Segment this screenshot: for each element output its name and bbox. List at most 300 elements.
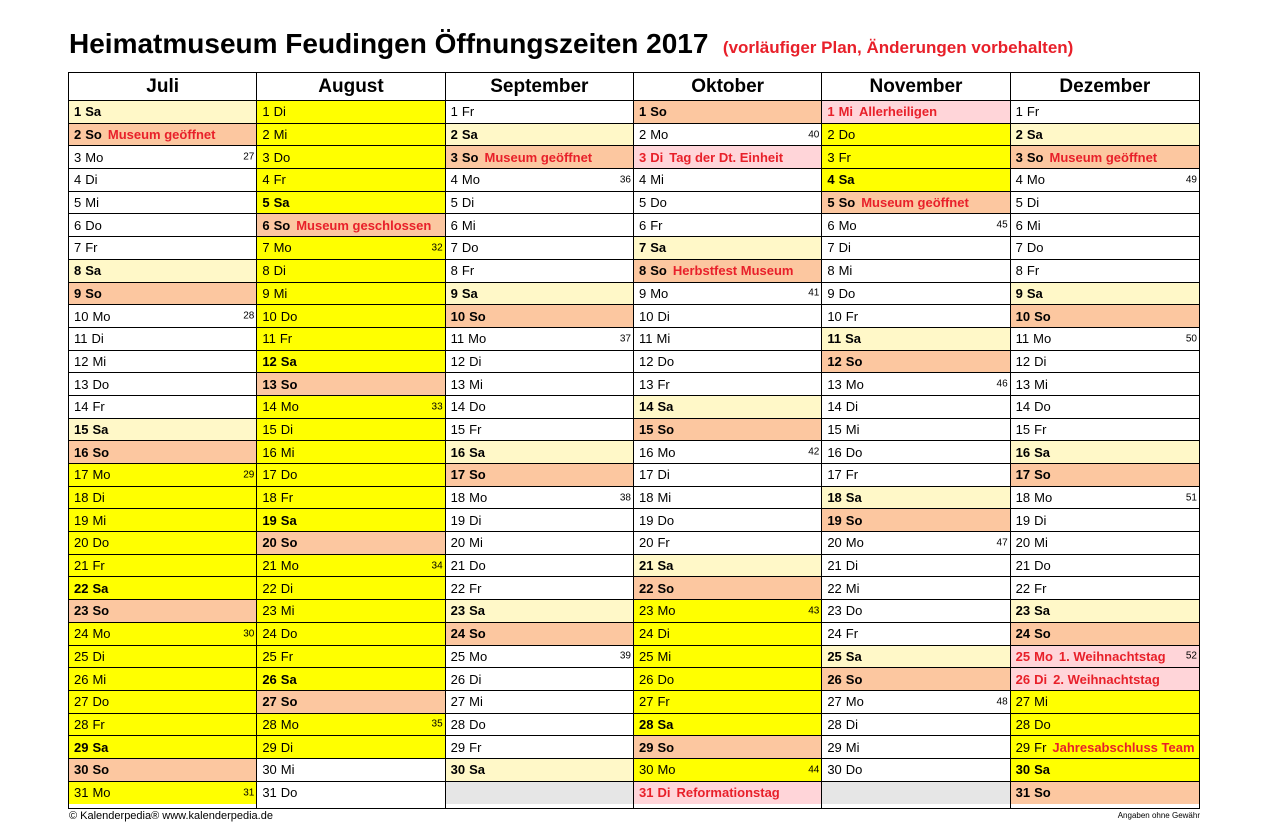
day-cell [69, 577, 256, 600]
day-number: 10 [262, 308, 277, 324]
weekday: Sa [845, 490, 862, 506]
day-number: 22 [638, 580, 654, 596]
day-cell [634, 782, 821, 805]
event-label: Herbstfest Museum [672, 263, 794, 279]
weekday: Mo [838, 217, 857, 233]
day-cell [257, 555, 444, 578]
day-cell [69, 214, 256, 237]
day-number: 20 [262, 535, 277, 551]
day-number: 12 [1015, 353, 1031, 369]
weekday: Mi [1034, 535, 1048, 551]
day-number: 9 [1015, 285, 1023, 301]
day-cell [822, 146, 1009, 169]
day-cell [1011, 351, 1199, 374]
day-number: 23 [74, 603, 89, 619]
empty-cell [822, 782, 1009, 805]
weekday: Sa [92, 421, 109, 437]
day-number: 1 [827, 104, 835, 120]
weekday: Mo [1034, 490, 1053, 506]
weekday: Do [1034, 716, 1051, 732]
day-cell [1011, 600, 1199, 623]
weekday: Sa [845, 331, 861, 347]
day-cell [822, 668, 1009, 691]
weekday: Fr [92, 399, 105, 415]
day-number: 8 [827, 263, 835, 279]
weekday: Do [845, 603, 863, 619]
weekday: Mi [461, 217, 476, 233]
day-number: 6 [74, 217, 82, 233]
day-number: 30 [262, 762, 277, 778]
event-label: Museum geöffnet [107, 127, 216, 143]
day-number: 6 [1015, 217, 1023, 233]
day-cell [1011, 146, 1199, 169]
weekday: Mo [845, 376, 864, 392]
day-number: 26 [74, 671, 89, 687]
weekday: Mo [650, 127, 669, 143]
weekday: Do [838, 127, 856, 143]
day-number: 14 [74, 399, 89, 415]
day-number: 7 [262, 240, 270, 256]
day-cell [1011, 714, 1199, 737]
day-cell [69, 419, 256, 442]
weekday: Fr [845, 308, 859, 324]
day-cell [446, 192, 633, 215]
day-cell [446, 668, 633, 691]
weekday: Di [273, 104, 286, 120]
day-cell [822, 237, 1009, 260]
weekday: Fr [1034, 421, 1047, 437]
weekday: Di [1034, 353, 1047, 369]
weekday: Mo [92, 467, 111, 483]
day-cell [446, 555, 633, 578]
weekday: Sa [469, 603, 486, 619]
weekday: Mo [468, 331, 487, 347]
day-cell [634, 101, 821, 124]
day-cell [257, 192, 444, 215]
day-cell [446, 305, 633, 328]
day-number: 14 [262, 399, 277, 415]
weekday: So [845, 671, 863, 687]
weekday: Di [469, 353, 482, 369]
weekday: Do [845, 762, 863, 778]
weekday: Fr [845, 626, 859, 642]
day-cell [634, 623, 821, 646]
day-number: 21 [827, 558, 842, 574]
day-number: 29 [262, 739, 277, 755]
weekday: Mi [1034, 376, 1048, 392]
day-cell [822, 441, 1009, 464]
day-cell [69, 532, 256, 555]
day-cell [634, 736, 821, 759]
day-cell [1011, 532, 1199, 555]
day-number: 9 [827, 285, 835, 301]
weekday: Mi [650, 172, 664, 188]
month-header: Juli [69, 73, 256, 101]
weekday: Do [1026, 240, 1044, 256]
weekday: Sa [657, 399, 674, 415]
day-number: 2 [262, 127, 270, 143]
day-cell [634, 396, 821, 419]
month-column-dezember [1011, 73, 1199, 808]
day-number: 16 [74, 444, 89, 460]
week-number: 44 [808, 764, 820, 776]
day-cell [1011, 124, 1199, 147]
day-number: 14 [450, 399, 466, 415]
week-number: 42 [808, 446, 820, 458]
day-number: 7 [74, 240, 82, 256]
weekday: Di [469, 671, 482, 687]
day-number: 16 [262, 444, 277, 460]
weekday: Mo [469, 648, 488, 664]
week-number: 50 [1185, 333, 1197, 345]
weekday: Mo [845, 694, 864, 710]
day-cell [634, 577, 821, 600]
weekday: Do [1034, 558, 1051, 574]
day-number: 13 [1015, 376, 1031, 392]
day-number: 11 [74, 331, 88, 347]
day-cell [634, 214, 821, 237]
day-number: 19 [450, 512, 466, 528]
day-cell [1011, 759, 1199, 782]
day-cell [822, 736, 1009, 759]
day-number: 17 [262, 467, 277, 483]
weekday: Sa [1026, 285, 1043, 301]
weekday: Fr [845, 467, 859, 483]
day-number: 23 [827, 603, 842, 619]
day-number: 20 [74, 535, 89, 551]
week-number: 41 [808, 287, 820, 299]
weekday: Mo [1033, 331, 1052, 347]
day-number: 5 [827, 195, 835, 211]
weekday: Mi [469, 535, 483, 551]
day-number: 21 [262, 558, 277, 574]
day-cell [822, 124, 1009, 147]
weekday: So [469, 308, 486, 324]
day-cell [69, 714, 256, 737]
week-number: 46 [996, 378, 1008, 390]
day-cell [634, 441, 821, 464]
weekday: Do [280, 467, 298, 483]
day-cell [257, 691, 444, 714]
weekday: Sa [280, 512, 297, 528]
weekday: Fr [1026, 104, 1040, 120]
day-number: 23 [450, 603, 466, 619]
weekday: Mi [838, 263, 853, 279]
day-cell [1011, 623, 1199, 646]
day-cell [1011, 464, 1199, 487]
day-cell [257, 441, 444, 464]
day-cell [634, 146, 821, 169]
weekday: Do [461, 240, 479, 256]
day-cell [69, 600, 256, 623]
event-label: Museum geöffnet [484, 149, 593, 165]
day-cell [69, 555, 256, 578]
day-cell [822, 600, 1009, 623]
day-number: 11 [827, 331, 842, 347]
week-number: 36 [619, 174, 631, 186]
day-cell [257, 668, 444, 691]
day-number: 20 [638, 535, 654, 551]
day-cell [446, 214, 633, 237]
weekday: Di [845, 716, 859, 732]
day-number: 16 [827, 444, 842, 460]
weekday: So [461, 149, 479, 165]
day-number: 31 [638, 785, 654, 801]
weekday: So [280, 535, 298, 551]
day-cell [822, 759, 1009, 782]
day-cell [822, 328, 1009, 351]
day-number: 7 [827, 240, 835, 256]
weekday: Sa [657, 558, 674, 574]
weekday: Fr [1034, 580, 1047, 596]
day-cell [634, 714, 821, 737]
day-cell [1011, 419, 1199, 442]
weekday: Sa [461, 285, 478, 301]
day-cell [446, 487, 633, 510]
day-number: 3 [638, 149, 647, 165]
weekday: Do [657, 512, 675, 528]
day-cell [69, 736, 256, 759]
month-column-juli [69, 73, 257, 808]
week-number: 40 [808, 129, 820, 141]
day-number: 1 [450, 104, 458, 120]
weekday: So [92, 762, 110, 778]
day-number: 22 [450, 580, 466, 596]
footer-credit: © Kalenderpedia® www.kalenderpedia.de [69, 810, 273, 822]
day-number: 28 [450, 716, 466, 732]
weekday: Mi [469, 694, 483, 710]
week-number: 37 [619, 333, 631, 345]
weekday: Mo [657, 444, 676, 460]
day-cell [446, 759, 633, 782]
day-number: 28 [638, 716, 654, 732]
weekday: So [1034, 785, 1051, 801]
day-cell [634, 646, 821, 669]
day-number: 27 [74, 694, 89, 710]
week-number: 29 [243, 469, 255, 481]
day-cell [1011, 577, 1199, 600]
day-number: 22 [74, 580, 89, 596]
day-number: 18 [638, 490, 654, 506]
weekday: Mi [657, 648, 672, 664]
weekday: Do [469, 716, 486, 732]
day-cell [822, 623, 1009, 646]
weekday: Do [280, 308, 298, 324]
event-label: Museum geöffnet [1049, 149, 1158, 165]
day-cell [1011, 260, 1199, 283]
weekday: Sa [1034, 603, 1051, 619]
day-cell [822, 509, 1009, 532]
month-header: November [822, 73, 1009, 101]
day-number: 18 [450, 490, 466, 506]
weekday: Di [845, 399, 859, 415]
day-number: 8 [262, 263, 270, 279]
day-cell [446, 146, 633, 169]
day-number: 3 [827, 149, 835, 165]
day-cell [257, 532, 444, 555]
day-number: 25 [1015, 648, 1031, 664]
day-cell [634, 373, 821, 396]
day-cell [634, 668, 821, 691]
weekday: So [650, 263, 667, 279]
weekday: Sa [280, 671, 297, 687]
weekday: Mi [1034, 694, 1048, 710]
weekday: Mo [1034, 648, 1053, 664]
day-cell [446, 464, 633, 487]
day-number: 27 [1015, 694, 1031, 710]
day-number: 30 [1015, 762, 1031, 778]
day-cell [69, 146, 256, 169]
day-number: 12 [638, 353, 654, 369]
day-number: 31 [1015, 785, 1031, 801]
day-cell [634, 464, 821, 487]
weekday: Fr [461, 263, 475, 279]
day-cell [822, 305, 1009, 328]
week-number: 30 [243, 628, 255, 640]
title-row [69, 28, 1073, 60]
page-subtitle: (vorläufiger Plan, Änderungen vorbehalten) [722, 38, 1074, 57]
day-cell [69, 509, 256, 532]
weekday: Do [1034, 399, 1051, 415]
page-title: Heimatmuseum Feudingen Öffnungszeiten 2017 [69, 28, 709, 59]
weekday: So [85, 285, 102, 301]
weekday: Sa [845, 648, 862, 664]
day-number: 5 [450, 195, 458, 211]
day-number: 18 [1015, 490, 1031, 506]
day-cell [1011, 214, 1199, 237]
month-column-november [822, 73, 1010, 808]
day-cell [69, 396, 256, 419]
weekday: So [657, 580, 675, 596]
weekday: Mo [1026, 172, 1045, 188]
week-number: 49 [1185, 174, 1197, 186]
day-number: 19 [638, 512, 654, 528]
day-number: 25 [74, 648, 89, 664]
day-cell [1011, 668, 1199, 691]
day-cell [1011, 192, 1199, 215]
event-label: Tag der Dt. Einheit [669, 149, 784, 165]
day-cell [257, 759, 444, 782]
day-cell [69, 623, 256, 646]
day-number: 9 [74, 285, 82, 301]
weekday: Fr [657, 535, 670, 551]
day-number: 11 [450, 331, 465, 347]
month-column-september [446, 73, 634, 808]
day-number: 20 [827, 535, 842, 551]
day-number: 9 [262, 285, 270, 301]
weekday: Do [838, 285, 856, 301]
weekday: Do [650, 195, 667, 211]
weekday: Fr [838, 149, 851, 165]
day-cell [69, 237, 256, 260]
day-number: 29 [1015, 739, 1031, 755]
weekday: Mo [280, 399, 299, 415]
day-cell [634, 555, 821, 578]
weekday: So [650, 104, 667, 120]
day-number: 11 [638, 331, 653, 347]
weekday: Fr [273, 172, 286, 188]
day-cell [634, 759, 821, 782]
weekday: Mo [280, 558, 299, 574]
day-number: 28 [827, 716, 842, 732]
event-label: Museum geschlossen [296, 217, 432, 233]
weekday: Di [92, 490, 105, 506]
day-cell [446, 577, 633, 600]
day-cell [257, 351, 444, 374]
day-cell [822, 714, 1009, 737]
day-cell [1011, 328, 1199, 351]
weekday: Mi [92, 671, 107, 687]
week-number: 31 [243, 787, 255, 799]
weekday: Di [461, 195, 475, 211]
day-number: 13 [450, 376, 466, 392]
weekday: Sa [650, 240, 667, 256]
day-number: 25 [827, 648, 842, 664]
day-cell [1011, 646, 1199, 669]
day-cell [69, 782, 256, 805]
weekday: So [657, 739, 675, 755]
day-number: 12 [262, 353, 277, 369]
day-cell [446, 714, 633, 737]
weekday: Di [92, 648, 105, 664]
day-number: 17 [1015, 467, 1031, 483]
day-number: 27 [262, 694, 277, 710]
weekday: Mi [845, 739, 860, 755]
day-number: 28 [1015, 716, 1031, 732]
day-cell [822, 464, 1009, 487]
day-number: 17 [74, 467, 89, 483]
day-cell [446, 237, 633, 260]
weekday: Di [657, 785, 671, 801]
week-number: 43 [808, 605, 820, 617]
weekday: Do [85, 217, 102, 233]
weekday: Fr [461, 104, 475, 120]
day-cell [1011, 169, 1199, 192]
day-number: 6 [450, 217, 458, 233]
weekday: Mo [845, 535, 864, 551]
weekday: Mo [657, 603, 676, 619]
day-cell [822, 351, 1009, 374]
day-number: 15 [638, 421, 654, 437]
day-number: 18 [827, 490, 842, 506]
day-cell [634, 169, 821, 192]
day-cell [822, 192, 1009, 215]
weekday: Di [1034, 512, 1047, 528]
month-header: Oktober [634, 73, 821, 101]
weekday: Di [657, 308, 670, 324]
day-cell [822, 260, 1009, 283]
weekday: Mi [92, 353, 107, 369]
day-number: 21 [450, 558, 466, 574]
month-header: Dezember [1011, 73, 1199, 101]
day-cell [634, 260, 821, 283]
day-number: 17 [450, 467, 466, 483]
week-number: 52 [1185, 650, 1197, 662]
day-cell [1011, 782, 1199, 805]
day-number: 1 [638, 104, 647, 120]
day-cell [69, 124, 256, 147]
day-number: 18 [262, 490, 277, 506]
day-cell [257, 736, 444, 759]
week-number: 28 [243, 310, 255, 322]
day-cell [257, 509, 444, 532]
empty-cell [446, 782, 633, 805]
day-number: 15 [1015, 421, 1031, 437]
weekday: Sa [1034, 762, 1051, 778]
day-number: 13 [262, 376, 277, 392]
day-cell [1011, 283, 1199, 306]
day-number: 14 [638, 399, 654, 415]
